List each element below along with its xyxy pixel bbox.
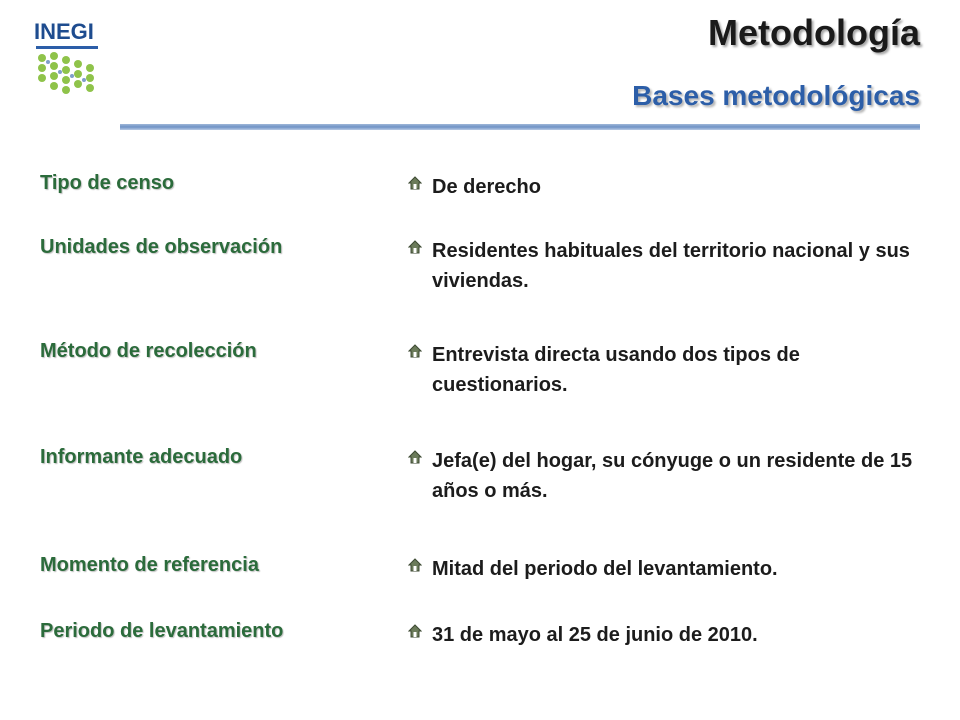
house-bullet-icon [408,450,422,464]
item-value: Mitad del periodo del levantamiento. [432,558,778,580]
house-bullet-icon [408,240,422,254]
item-label: Momento de referencia [40,554,259,576]
house-bullet-icon [408,558,422,572]
item-label: Periodo de levantamiento [40,620,284,642]
item-value: De derecho [432,176,541,198]
item-label: Método de recolección [40,340,257,362]
house-bullet-icon [408,176,422,190]
item-label: Informante adecuado [40,446,243,468]
page-subtitle: Bases metodológicas [632,80,920,111]
inegi-logo [34,20,102,100]
logo-text: INEGI [34,19,94,44]
house-bullet-icon [408,624,422,638]
house-bullet-icon [408,344,422,358]
page-title: Metodología [708,12,920,53]
item-value: Jefa(e) del hogar, su cónyuge o un residente de 15 años o más. [432,450,913,502]
item-value: Residentes habituales del territorio nacional y sus viviendas. [432,240,910,292]
header-divider [120,124,920,130]
item-value: 31 de mayo al 25 de junio de 2010. [432,624,758,646]
item-label: Unidades de observación [40,236,283,258]
logo-dots-icon [34,46,102,98]
item-label: Tipo de censo [40,172,175,194]
item-value: Entrevista directa usando dos tipos de cuestionarios. [432,344,800,396]
